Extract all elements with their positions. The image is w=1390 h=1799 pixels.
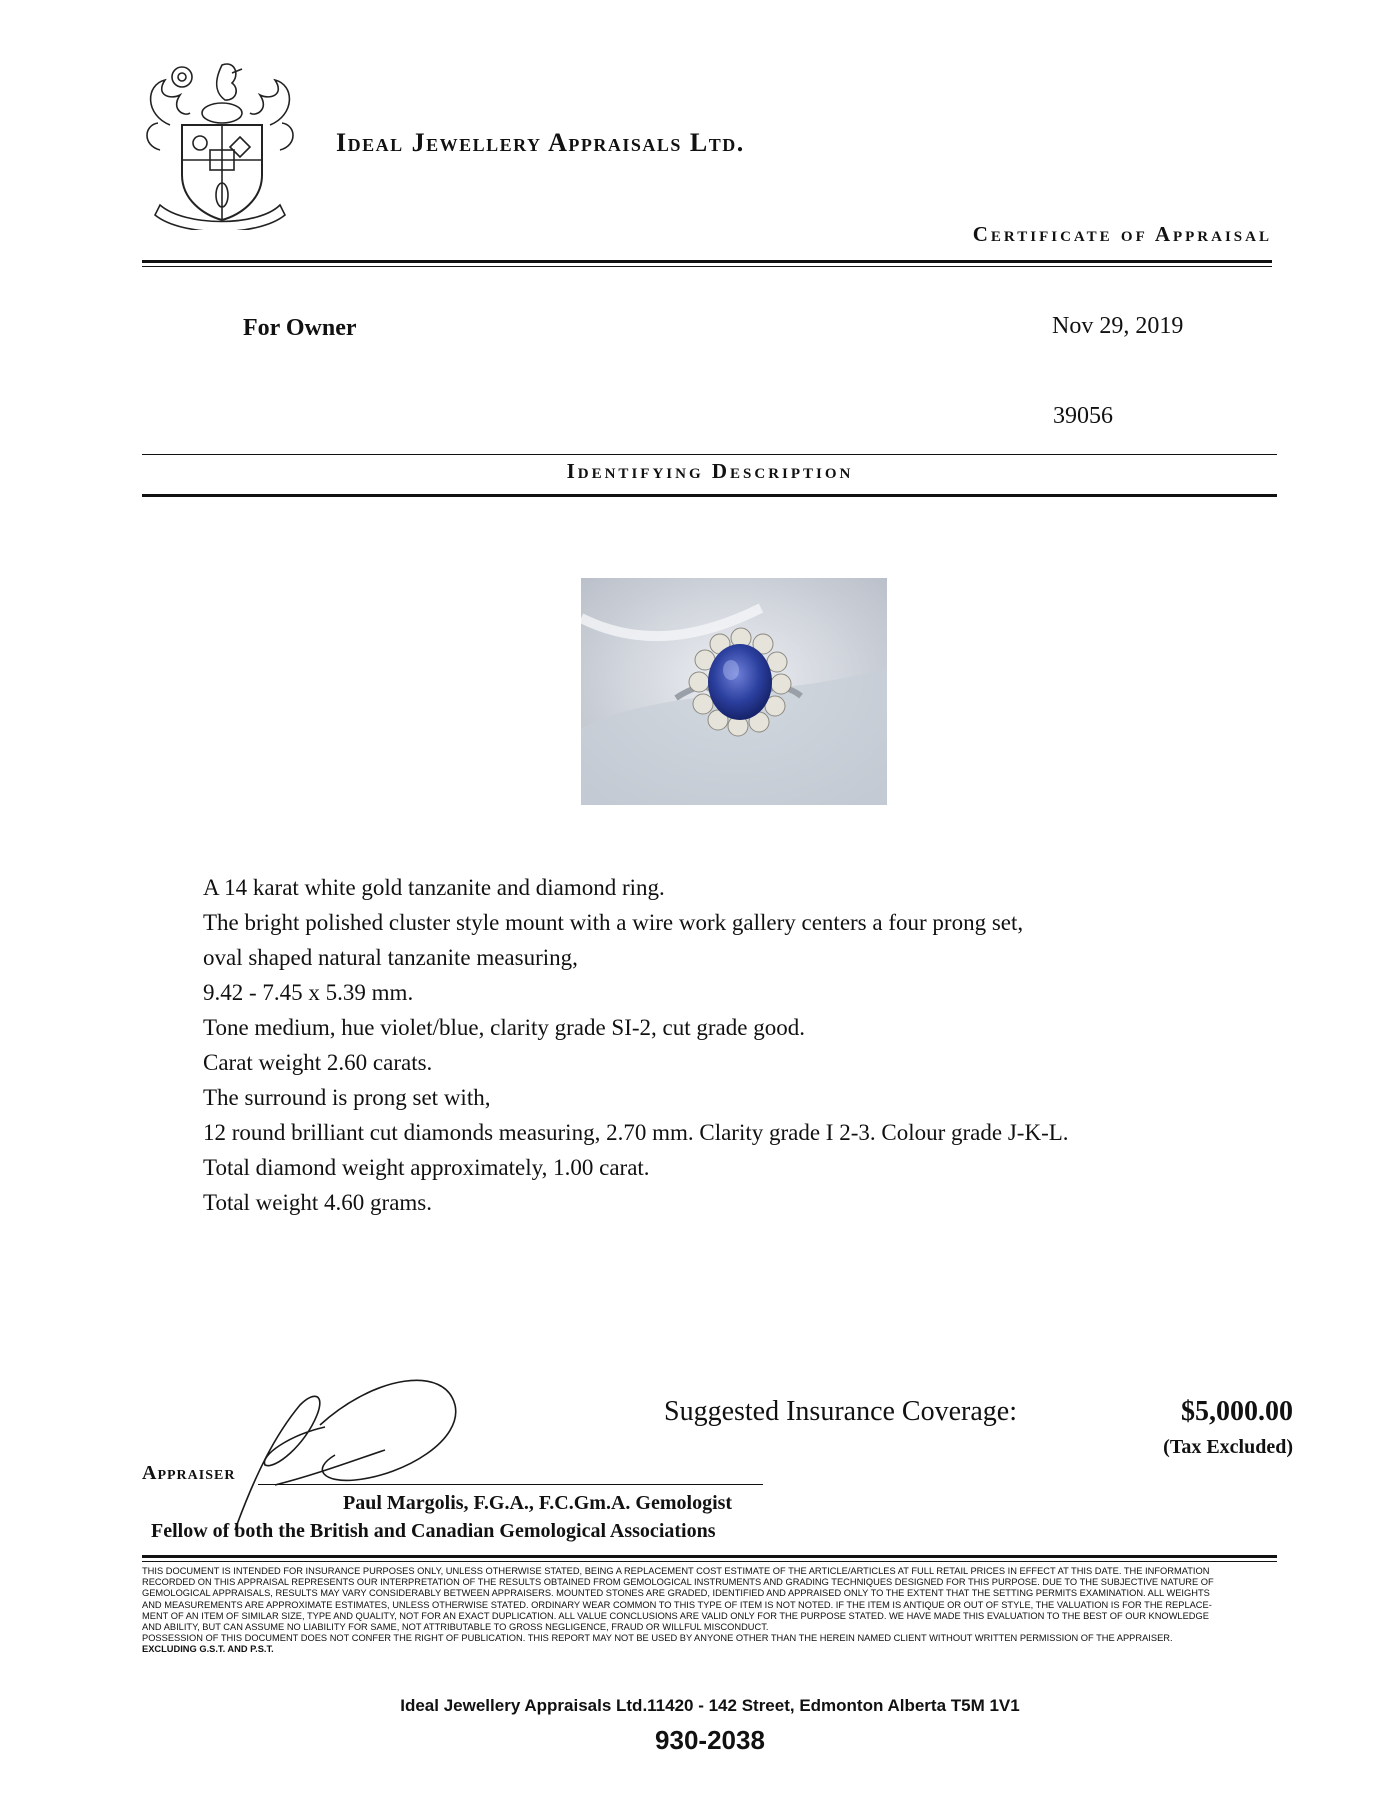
disclaimer-line: THIS DOCUMENT IS INTENDED FOR INSURANCE PURPOSES ONLY, UNLESS OTHERWISE STATED, BEING A REPLACEMENT COST ESTIMATE OF THE ARTICLE/ARTICLES AT FULL RETAIL PRICES IN EFFECT AT THIS DATE. THE INFORMATION (142, 1566, 1210, 1576)
description-line: Carat weight 2.60 carats. (203, 1050, 433, 1075)
footer-rule-thick (142, 1555, 1277, 1558)
tax-note: (Tax Excluded) (1163, 1436, 1293, 1458)
insurance-amount: $5,000.00 (1181, 1396, 1293, 1427)
footer-phone: 930-2038 (655, 1725, 765, 1755)
disclaimer-line: RECORDED ON THIS APPRAISAL REPRESENTS OUR INTERPRETATION OF THE RESULTS OBTAINED FROM GEMOLOGICAL INSTRUMENTS AND GRADING TECHNIQUES DESIGNED FOR THIS PURPOSE. DUE TO THE SUBJECTIVE NATURE OF (142, 1577, 1214, 1588)
disclaimer-block (142, 1566, 1277, 1656)
appraiser-name: Paul Margolis, F.G.A., F.C.Gm.A. Gemologist (343, 1492, 733, 1514)
certificate-number: 39056 (1053, 403, 1113, 429)
description-line: Total diamond weight approximately, 1.00 carat. (203, 1155, 650, 1180)
disclaimer-line: AND ABILITY, BUT CAN ASSUME NO LIABILITY FOR SAME, NOT ATTRIBUTABLE TO GROSS NEGLIGENCE, FRAUD OR WILLFUL MISCONDUCT. (142, 1622, 769, 1633)
footer-rule-thin (142, 1561, 1277, 1562)
description-line: 9.42 - 7.45 x 5.39 mm. (203, 980, 414, 1005)
description-line: Total weight 4.60 grams. (203, 1190, 432, 1215)
disclaimer-line: GEMOLOGICAL APPRAISALS, RESULTS MAY VARY CONSIDERABLY BETWEEN APPRAISERS. MOUNTED STONES ARE GRADED, IDENTIFIED AND APPRAISED ONLY TO THE EXTENT THAT THE SETTING PERMITS EXAMINATION. ALL WEIGHTS (142, 1588, 1210, 1599)
description-line: 12 round brilliant cut diamonds measuring, 2.70 mm. Clarity grade I 2-3. Colour grade J-K-L. (203, 1120, 1069, 1145)
section-rule-bottom (142, 494, 1277, 497)
disclaimer-line: POSSESSION OF THIS DOCUMENT DOES NOT CONFER THE RIGHT OF PUBLICATION. THIS REPORT MAY NOT BE USED BY ANYONE OTHER THAN THE HEREIN NAMED CLIENT WITHOUT WRITTEN PERMISSION OF THE APPRAISER. (142, 1633, 1173, 1644)
section-title: Identifying Description (566, 459, 854, 483)
header-rule-thick (142, 260, 1272, 263)
header-rule-thin (142, 266, 1272, 267)
disclaimer-line: AND MEASUREMENTS ARE APPROXIMATE ESTIMATES, UNLESS OTHERWISE STATED. ORDINARY WEAR COMMON TO THIS TYPE OF ITEM IS NOT NOTED. IF THE ITEM IS ANTIQUE OR OUT OF STYLE, THE VALUATION IS FOR THE REPLACE- (142, 1599, 1212, 1610)
company-name: Ideal Jewellery Appraisals Ltd. (336, 128, 745, 157)
appraisal-date: Nov 29, 2019 (1052, 313, 1184, 339)
appraiser-label: Appraiser (142, 1462, 236, 1484)
appraiser-fellowship: Fellow of both the British and Canadian Gemological Associations (151, 1520, 716, 1542)
insurance-label: Suggested Insurance Coverage: (664, 1396, 1017, 1427)
footer-address: Ideal Jewellery Appraisals Ltd.11420 - 142 Street, Edmonton Alberta T5M 1V1 (400, 1696, 1020, 1715)
certificate-title: Certificate of Appraisal (972, 222, 1272, 246)
disclaimer-tax: EXCLUDING G.S.T. AND P.S.T. (142, 1644, 274, 1655)
section-rule-top (142, 454, 1277, 455)
disclaimer-line: MENT OF AN ITEM OF SIMILAR SIZE, TYPE AND QUALITY, NOT FOR AN EXACT DUPLICATION. ALL VALUE CONCLUSIONS ARE VALID ONLY FOR THE PURPOSE STATED. WE HAVE MADE THIS EVALUATION TO THE BEST OF OUR KNOWLEDGE (142, 1610, 1209, 1621)
signature-line (258, 1484, 763, 1485)
description-block (203, 870, 1069, 1220)
description-line: The surround is prong set with, (203, 1085, 491, 1110)
ring-photo (581, 578, 887, 805)
description-line: The bright polished cluster style mount with a wire work gallery centers a four prong set, (203, 910, 1024, 935)
description-line: A 14 karat white gold tanzanite and diamond ring. (203, 875, 665, 900)
description-line: Tone medium, hue violet/blue, clarity grade SI-2, cut grade good. (203, 1015, 805, 1040)
company-crest (140, 55, 300, 230)
description-line: oval shaped natural tanzanite measuring, (203, 945, 578, 970)
owner-label: For Owner (243, 315, 357, 341)
